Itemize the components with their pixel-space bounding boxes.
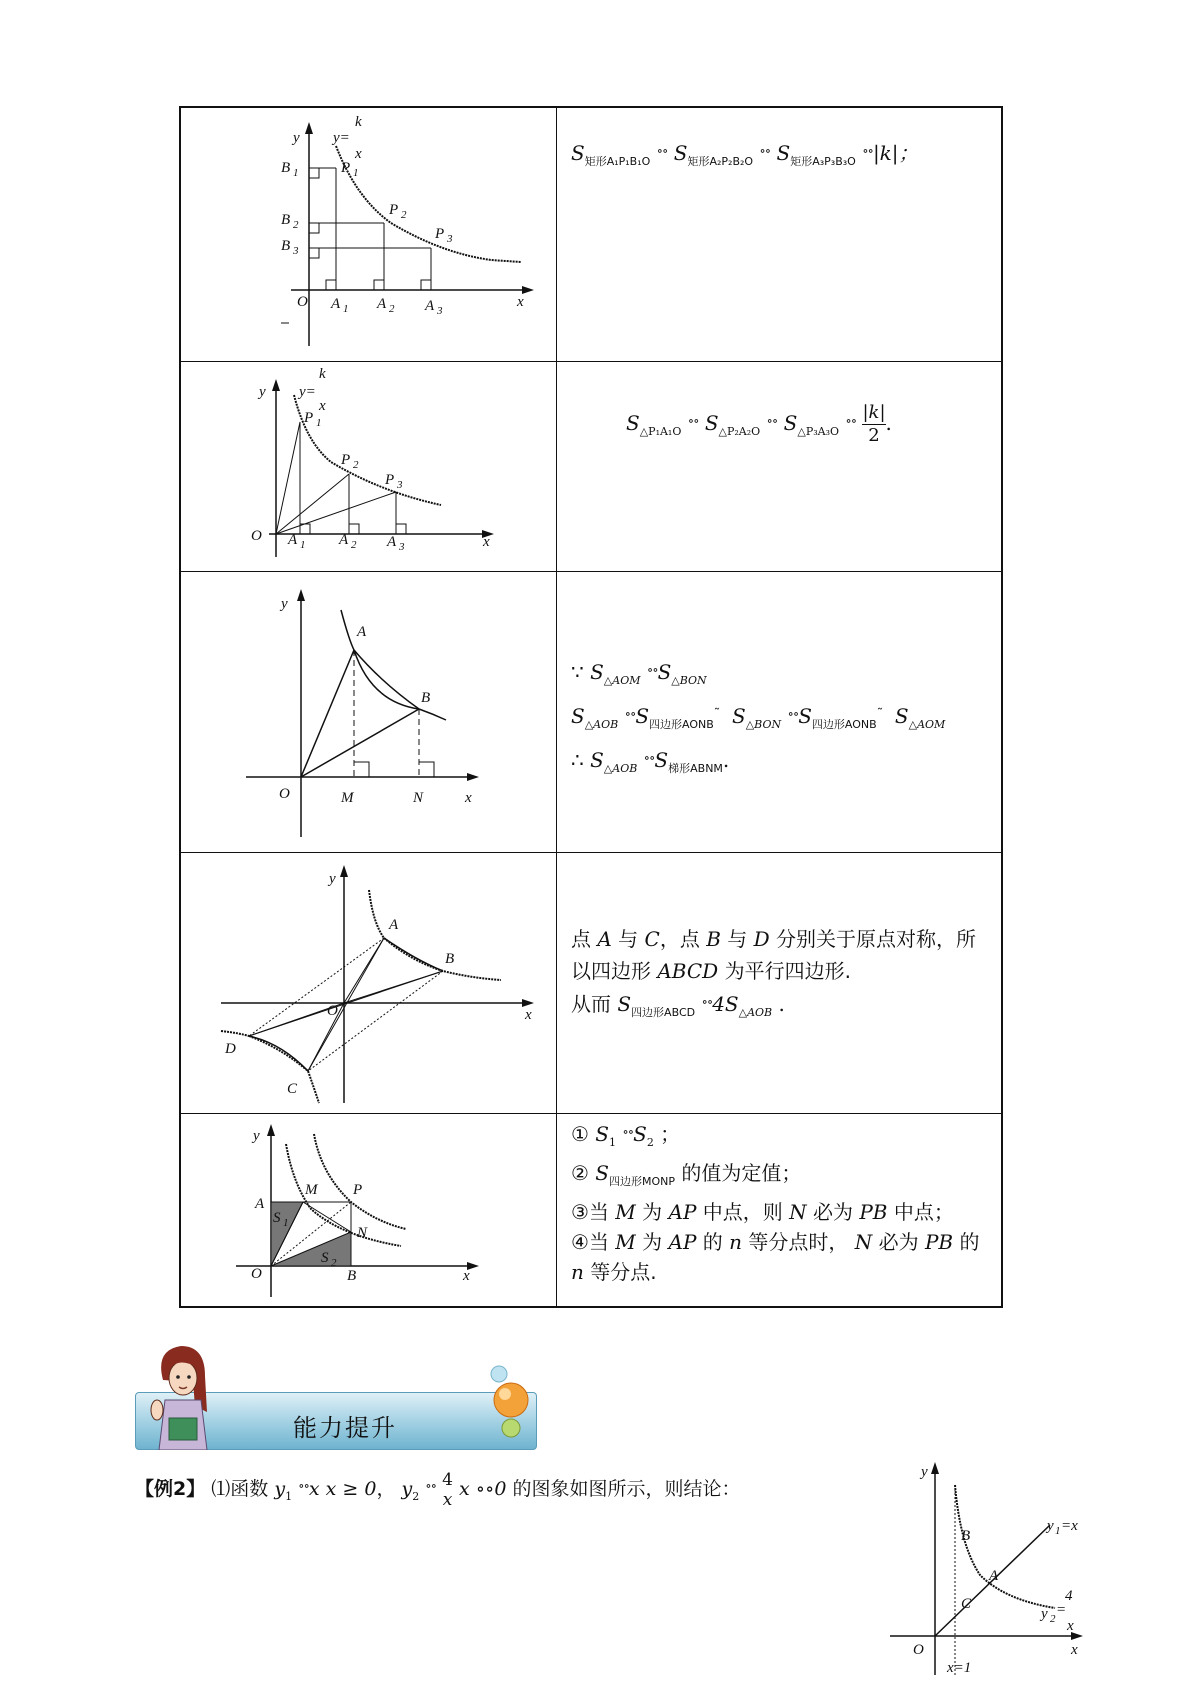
origin-label: O xyxy=(297,294,308,310)
curve-label: y= xyxy=(299,384,316,400)
curve-label: x xyxy=(319,398,326,414)
triangle-area-formula: $S_{\triangle P_1A_1O}$ ∘∘ $S_{\triangle P_2A_2O}$ ∘∘ $S_{\triangle P_3A_3O}$ ∘∘ $\frac{|k|}{2}$ . xyxy=(626,402,892,446)
curve-label: y= xyxy=(333,130,350,146)
point-label: B xyxy=(281,212,291,228)
trapezoid-proof: ∵ $S_{\triangle AOM}$ $^{\circ\circ}S_{\triangle BON}$ $S_{\triangle AOB}$ $^{\circ\circ}S_{四边形AONB}^˜$ $S_{\triangle BON}$ $^{\circ\circ}S_{四边形AONB}^˜$ $S_{\triangle AOM}$ ∴ $S_{\triangle AOB}$ $^{\circ\circ}S_{梯形ABNM}$. xyxy=(571,660,946,775)
curve-label: 4 xyxy=(1065,1588,1073,1604)
table-row xyxy=(181,853,1001,1114)
triangle-area-figure xyxy=(181,362,556,571)
point-label: P xyxy=(341,452,351,468)
svg-text:2: 2 xyxy=(351,539,357,551)
svg-text:3: 3 xyxy=(399,541,405,553)
curve-label: k xyxy=(319,366,326,382)
axis-label: y xyxy=(329,871,336,887)
banner-title: 能力提升 xyxy=(293,1414,397,1442)
point-label: B xyxy=(347,1268,357,1284)
point-label: A xyxy=(357,624,367,640)
monp-figure xyxy=(181,1114,556,1306)
point-label: P xyxy=(341,160,351,176)
point-label: B xyxy=(961,1528,971,1544)
svg-text:1: 1 xyxy=(1055,1525,1061,1537)
curve-label: y xyxy=(1041,1606,1048,1622)
table-row xyxy=(181,362,1001,572)
table-row xyxy=(181,1114,1001,1306)
point-label: A xyxy=(255,1196,265,1212)
curve-label: y xyxy=(1047,1518,1054,1534)
reference-table xyxy=(179,106,1003,1308)
origin-label: O xyxy=(327,1003,338,1019)
point-label: S xyxy=(321,1250,329,1266)
svg-text:2: 2 xyxy=(353,459,359,471)
svg-text:1: 1 xyxy=(316,417,322,429)
origin-label: O xyxy=(913,1642,924,1658)
svg-text:1: 1 xyxy=(293,167,299,179)
axis-label: y xyxy=(259,384,266,400)
parallelogram-figure xyxy=(181,853,556,1113)
point-label: A xyxy=(331,296,341,312)
example-2-statement: 【例2】 ⑴函数 $y_1$ ∘∘x x ≥ 0， $y_2$ ∘∘ 4 x x ∘∘0 的图象如图所示，则结论： xyxy=(135,1470,741,1510)
origin-label: O xyxy=(279,786,290,802)
point-label: A xyxy=(339,532,349,548)
section-banner xyxy=(135,1340,535,1450)
point-label: A xyxy=(989,1568,999,1584)
point-label: P xyxy=(435,226,445,242)
curve-label: =x xyxy=(1061,1518,1078,1534)
axis-label: x xyxy=(483,534,490,550)
axis-label: x xyxy=(525,1007,532,1023)
point-label: A xyxy=(377,296,387,312)
point-label: P xyxy=(353,1182,363,1198)
monp-conclusions: ① $S_1$ $^{\circ\circ}S_2$ ； ② $S_{四边形MONP}$ 的值为定值； ③当 M 为 AP 中点，则 N 必为 PB 中点； ④当 M 为 AP 的 n 等分点时， N 必为 PB 的 n 等分点. xyxy=(571,1122,980,1284)
point-label: P xyxy=(304,410,314,426)
svg-text:2: 2 xyxy=(389,303,395,315)
svg-text:1: 1 xyxy=(300,539,306,551)
svg-text:2: 2 xyxy=(293,219,299,231)
svg-text:3: 3 xyxy=(447,233,453,245)
point-label: B xyxy=(281,160,291,176)
line-label: x=1 xyxy=(947,1660,972,1676)
point-label: N xyxy=(413,790,424,806)
point-label: C xyxy=(961,1596,972,1612)
svg-text:1: 1 xyxy=(353,167,359,179)
point-label: M xyxy=(305,1182,318,1198)
axis-label: x xyxy=(517,294,524,310)
curve-label: = xyxy=(1056,1602,1067,1618)
student-mascot-icon xyxy=(143,1340,223,1450)
trapezoid-figure xyxy=(181,572,556,852)
svg-text:3: 3 xyxy=(397,479,403,491)
axis-label: y xyxy=(281,596,288,612)
decorative-balls-icon xyxy=(487,1362,535,1442)
svg-text:2: 2 xyxy=(401,209,407,221)
svg-text:2: 2 xyxy=(1050,1613,1056,1625)
svg-text:2: 2 xyxy=(331,1257,337,1269)
point-label: B xyxy=(281,238,291,254)
point-label: A xyxy=(387,534,397,550)
rectangle-area-formula: $S_{矩形A_1P_1B_1O}$ ∘∘ $S_{矩形A_2P_2B_2O}$ ∘∘ $S_{矩形A_3P_3B_3O}$ ∘∘|k|； xyxy=(571,141,919,168)
axis-label: y xyxy=(921,1464,928,1480)
point-label: N xyxy=(357,1225,368,1241)
origin-label: O xyxy=(251,1266,262,1282)
parallelogram-text: 点 A 与 C，点 B 与 D 分别关于原点对称，所 以四边形 ABCD 为平行四边形. 从而 $S_{四边形ABCD}$ $^{\circ\circ}4S_{\triangle AOB}$ . xyxy=(571,927,977,1019)
svg-text:1: 1 xyxy=(343,303,349,315)
point-label: A xyxy=(288,532,298,548)
point-label: A xyxy=(389,917,399,933)
axis-label: x xyxy=(463,1268,470,1284)
svg-text:1: 1 xyxy=(283,1217,289,1229)
table-row xyxy=(181,108,1001,362)
point-label: C xyxy=(287,1081,298,1097)
point-label: M xyxy=(341,790,354,806)
axis-label: x xyxy=(465,790,472,806)
curve-label: k xyxy=(355,114,362,130)
point-label: D xyxy=(225,1041,236,1057)
table-row xyxy=(181,572,1001,853)
point-label: P xyxy=(389,202,399,218)
point-label: S xyxy=(273,1210,281,1226)
point-label: B xyxy=(445,951,455,967)
example-graph xyxy=(885,1450,1085,1684)
curve-label: x xyxy=(1067,1618,1074,1634)
rectangle-area-figure xyxy=(181,108,556,361)
axis-label: y xyxy=(253,1128,260,1144)
svg-text:3: 3 xyxy=(437,305,443,317)
origin-label: O xyxy=(251,528,262,544)
point-label: A xyxy=(425,298,435,314)
axis-label: x xyxy=(1071,1642,1078,1658)
point-label: P xyxy=(385,472,395,488)
curve-label: x xyxy=(355,146,362,162)
axis-label: y xyxy=(293,130,300,146)
svg-text:3: 3 xyxy=(293,245,299,257)
point-label: B xyxy=(421,690,431,706)
